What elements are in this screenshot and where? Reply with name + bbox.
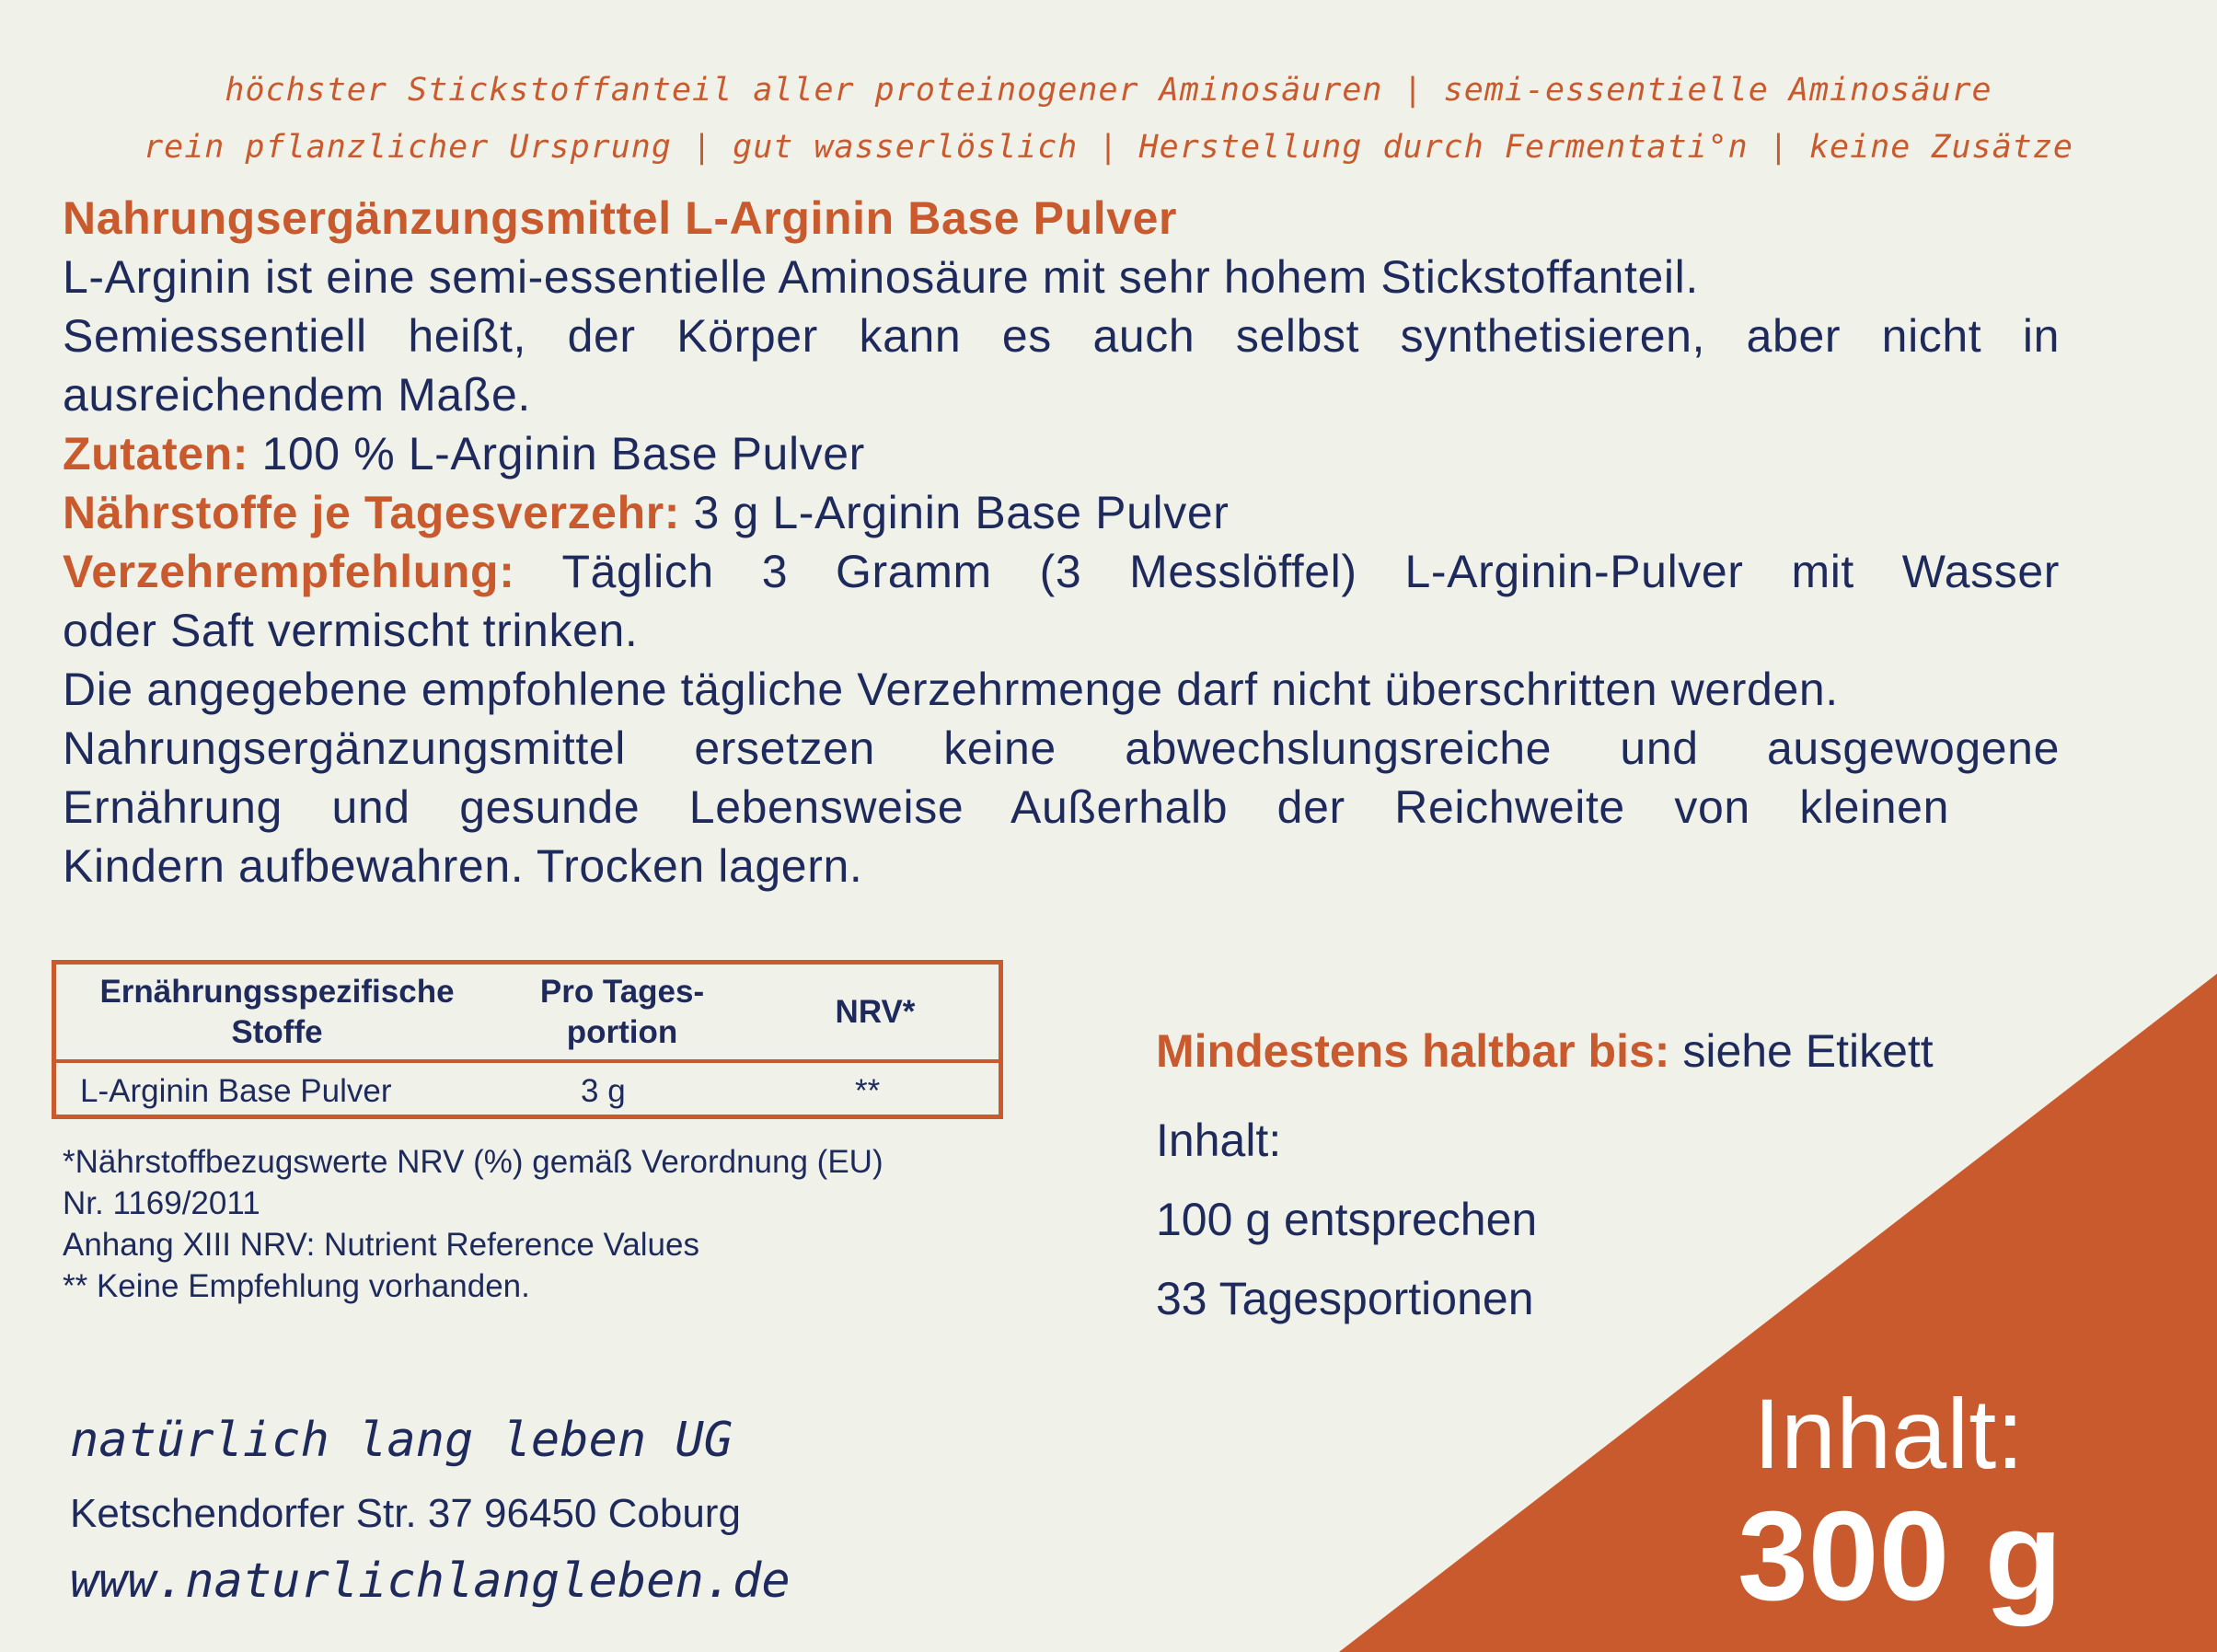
row-nrv: **	[855, 1073, 881, 1109]
nrv-table	[52, 960, 1003, 1119]
usage-recommendation	[63, 542, 2060, 601]
content-label: Inhalt:	[1156, 1115, 1282, 1166]
usage-value: Täglich 3 Gramm (3 Messlöffel) L-Arginin-Pulver mit Wasser	[514, 546, 2060, 597]
content-info	[1156, 1101, 2076, 1338]
tagline-2: rein pflanzlicher Ursprung | gut wasserlöslich | Herstellung durch Fermentati°n | keine Zusätze	[144, 129, 2073, 166]
nutrients	[63, 483, 2060, 542]
warning-line-1: Die angegebene empfohlene tägliche Verzehrmenge darf nicht überschritten werden.	[63, 664, 1839, 715]
row-substance: L-Arginin Base Pulver	[80, 1073, 392, 1109]
usage-label: Verzehrempfehlung:	[63, 546, 515, 597]
usage-line-2: oder Saft vermischt trinken.	[63, 605, 639, 656]
company-name: natürlich lang leben UG	[70, 1413, 733, 1468]
badge-label: Inhalt:	[1753, 1378, 2025, 1489]
shelf-life	[1156, 1022, 2076, 1080]
shelf-life-and-content	[1156, 1022, 2076, 1338]
header-substances-line-2: Stoffe	[231, 1014, 323, 1050]
content-portions: 33 Tagesportionen	[1156, 1273, 1534, 1324]
footnotes	[63, 1141, 1075, 1307]
footnote-3: Anhang XIII NRV: Nutrient Reference Values	[63, 1227, 699, 1263]
footnote-2: Nr. 1169/2011	[63, 1185, 260, 1221]
footnote-1: *Nährstoffbezugswerte NRV (%) gemäß Verordnung (EU)	[63, 1144, 883, 1180]
nrv-table-header	[56, 965, 999, 1063]
footnote-4: ** Keine Empfehlung vorhanden.	[63, 1268, 530, 1304]
tagline-1: höchster Stickstoffanteil aller proteinogener Aminosäuren | semi-essentielle Aminosäure	[225, 72, 1992, 109]
row-per-portion: 3 g	[581, 1073, 626, 1109]
ingredients-label: Zutaten:	[63, 428, 248, 479]
header-per-portion	[507, 972, 737, 1053]
header-substances-line-1: Ernährungsspezifische	[99, 974, 455, 1010]
product-title: Nahrungsergänzungsmittel L-Arginin Base Pulver	[63, 192, 1178, 244]
company-website[interactable]: www.naturlichlangleben.de	[70, 1554, 791, 1609]
warning-line-3: Ernährung und gesunde Lebensweise Außerhalb der Reichweite von kleinen	[63, 781, 1949, 833]
header-substances	[75, 972, 479, 1053]
shelf-life-label: Mindestens haltbar bis:	[1156, 1025, 1670, 1077]
header-per-portion-line-2: portion	[566, 1014, 678, 1050]
product-description	[63, 189, 2060, 895]
nutrients-label: Nährstoffe je Tagesverzehr:	[63, 487, 681, 538]
ingredients	[63, 424, 2060, 483]
shelf-life-value: siehe Etikett	[1669, 1025, 1934, 1077]
badge-amount: 300 g	[1738, 1485, 2062, 1627]
nutrients-value: 3 g L-Arginin Base Pulver	[680, 487, 1230, 538]
company-address: Ketschendorfer Str. 37 96450 Coburg	[70, 1491, 741, 1536]
description-line-3: ausreichendem Maße.	[63, 369, 531, 421]
content-amount: 100 g entsprechen	[1156, 1194, 1538, 1245]
header-nrv: NRV*	[835, 994, 916, 1030]
ingredients-value: 100 % L-Arginin Base Pulver	[248, 428, 865, 479]
warning-line-4: Kindern aufbewahren. Trocken lagern.	[63, 840, 863, 892]
warning-line-2: Nahrungsergänzungsmittel ersetzen keine abwechslungsreiche und ausgewogene	[63, 722, 2060, 774]
description-line-2: Semiessentiell heißt, der Körper kann es auch selbst synthetisieren, aber nicht in	[63, 310, 2060, 362]
header-per-portion-line-1: Pro Tages-	[539, 974, 705, 1010]
description-line-1: L-Arginin ist eine semi-essentielle Aminosäure mit sehr hohem Stickstoffanteil.	[63, 251, 1699, 303]
